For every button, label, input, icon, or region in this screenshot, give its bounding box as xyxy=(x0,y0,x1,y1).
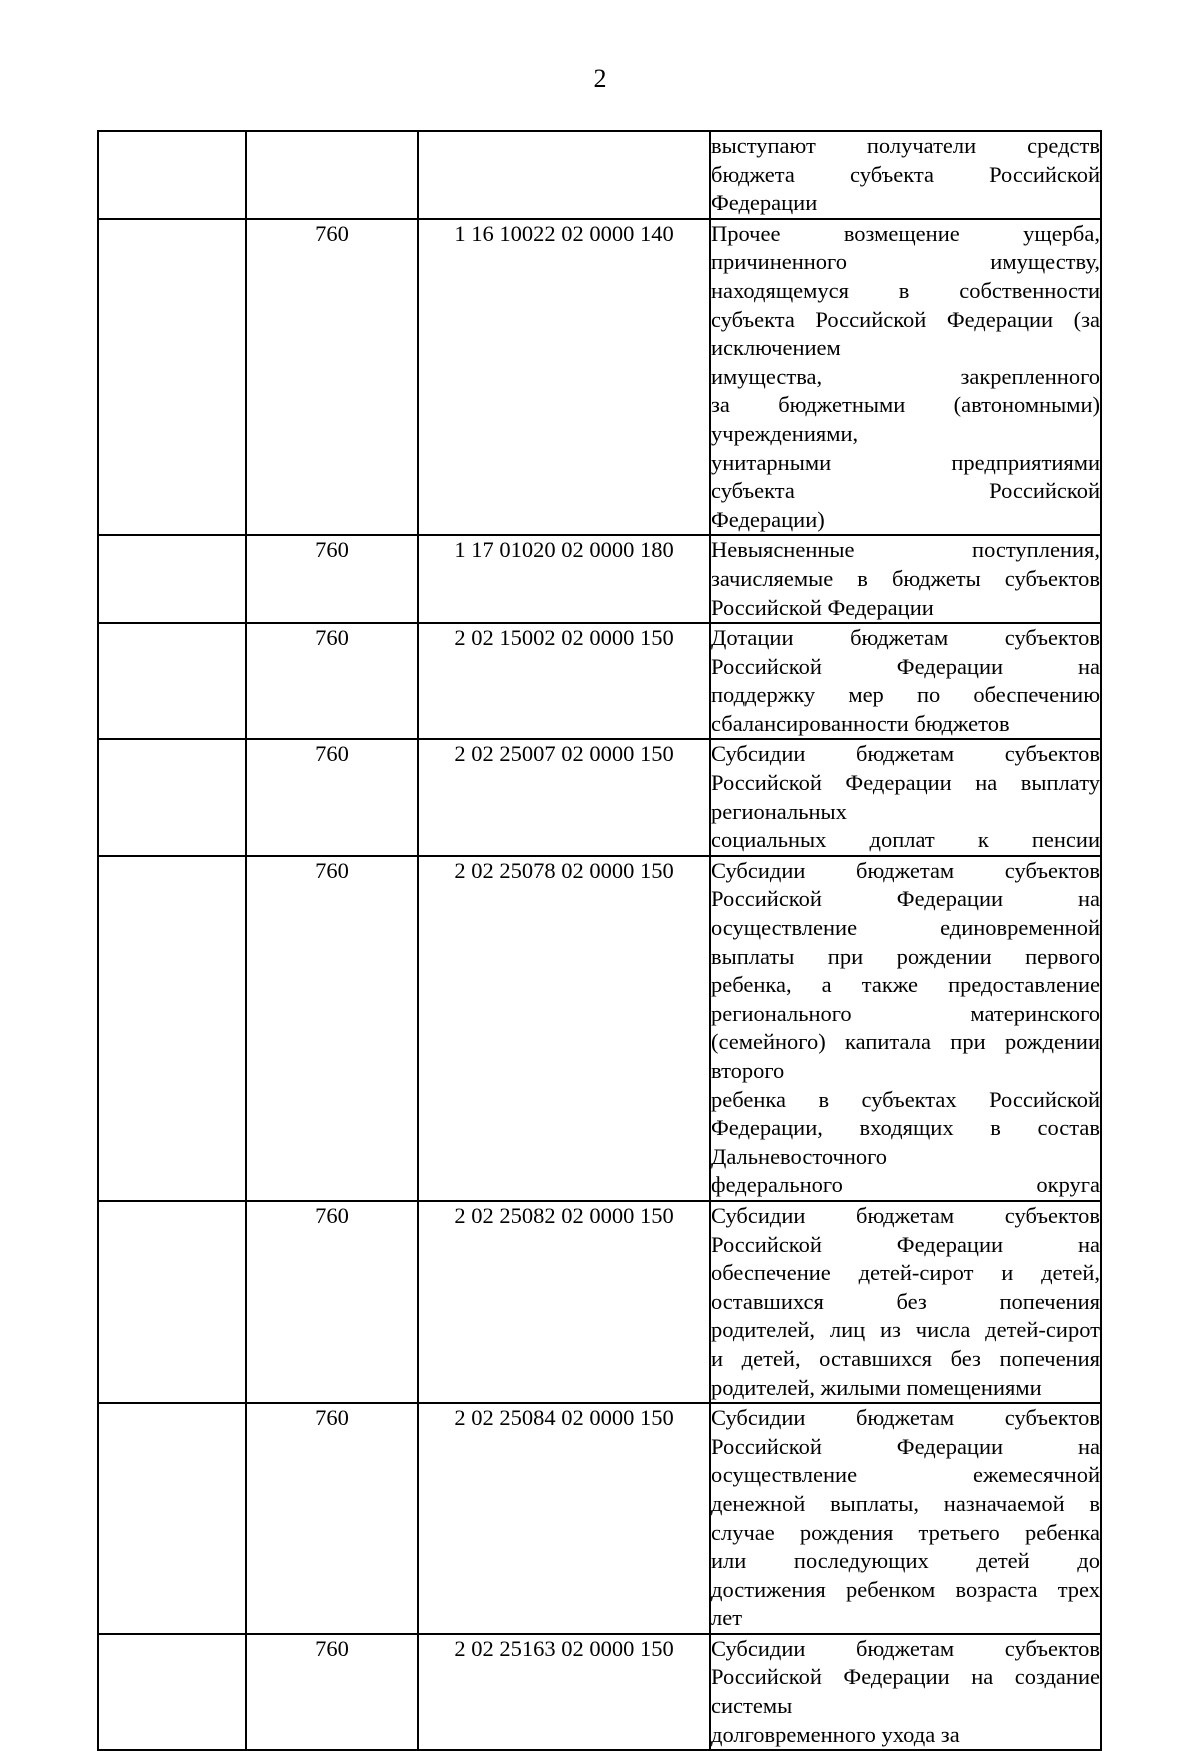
admin-code-cell: 760 xyxy=(246,219,418,536)
income-name-text: Прочее возмещение ущерба, причиненного имуществу, находящемуся в собственности субъекта Российской Федерации (за исключением имущества, закрепленного за бюджетными (автономными) учреждениями, унитарными предприятиями субъекта Российской Федерации) xyxy=(711,220,1100,532)
income-name-text: Дотации бюджетам субъектов Российской Федерации на поддержку мер по обеспечению сбалансированности бюджетов xyxy=(711,625,1100,736)
income-name-cell xyxy=(710,623,1101,739)
income-code-cell: 2 02 25007 02 0000 150 xyxy=(418,739,710,855)
income-code-cell: 2 02 25078 02 0000 150 xyxy=(418,856,710,1201)
income-name-text: выступают получатели средств бюджета субъекта Российской Федерации xyxy=(711,133,1100,216)
table-row xyxy=(98,856,1101,1201)
row-number-cell xyxy=(98,856,246,1201)
income-name-cell xyxy=(710,1403,1101,1634)
admin-code-cell: 760 xyxy=(246,1634,418,1750)
table-row xyxy=(98,535,1101,623)
table-row xyxy=(98,1403,1101,1634)
income-code-cell xyxy=(418,131,710,219)
income-code-cell: 1 16 10022 02 0000 140 xyxy=(418,219,710,536)
row-number-cell xyxy=(98,739,246,855)
income-code-cell: 2 02 25082 02 0000 150 xyxy=(418,1201,710,1403)
income-code-cell: 2 02 25163 02 0000 150 xyxy=(418,1634,710,1750)
income-name-cell xyxy=(710,1634,1101,1750)
table-row xyxy=(98,1201,1101,1403)
income-name-text: Субсидии бюджетам субъектов Российской Федерации на осуществление единовременной выплаты при рождении первого ребенка, а также предоставление регионального материнского (семейного) капитала при рождении второго ребенка в субъектах Российской Федерации, входящих в состав Дальневосточного федерального округа xyxy=(711,857,1100,1198)
table-row xyxy=(98,131,1101,219)
table-row xyxy=(98,219,1101,536)
row-number-cell xyxy=(98,219,246,536)
admin-code-cell: 760 xyxy=(246,623,418,739)
income-name-cell xyxy=(710,131,1101,219)
admin-code-cell: 760 xyxy=(246,856,418,1201)
income-code-cell: 1 17 01020 02 0000 180 xyxy=(418,535,710,623)
income-code-cell: 2 02 15002 02 0000 150 xyxy=(418,623,710,739)
income-name-cell xyxy=(710,219,1101,536)
income-name-text: Субсидии бюджетам субъектов Российской Федерации на обеспечение детей-сирот и детей, оставшихся без попечения родителей, лиц из числа детей-сирот и детей, оставшихся без попечения родителей, жилыми помещениями xyxy=(711,1202,1100,1400)
income-name-text: Субсидии бюджетам субъектов Российской Федерации на выплату региональных социальных доплат к пенсии xyxy=(711,741,1100,853)
row-number-cell xyxy=(98,1201,246,1403)
income-name-cell xyxy=(710,856,1101,1201)
admin-code-cell: 760 xyxy=(246,739,418,855)
row-number-cell xyxy=(98,623,246,739)
budget-income-table xyxy=(97,130,1102,1751)
admin-code-cell: 760 xyxy=(246,1201,418,1403)
admin-code-cell: 760 xyxy=(246,1403,418,1634)
row-number-cell xyxy=(98,1634,246,1750)
income-name-cell xyxy=(710,739,1101,855)
table-row xyxy=(98,739,1101,855)
table-row xyxy=(98,623,1101,739)
income-name-text: Субсидии бюджетам субъектов Российской Федерации на создание системы долговременного ухода за xyxy=(711,1635,1100,1747)
admin-code-cell: 760 xyxy=(246,535,418,623)
income-name-cell xyxy=(710,1201,1101,1403)
page-number: 2 xyxy=(593,64,607,93)
row-number-cell xyxy=(98,535,246,623)
income-name-cell xyxy=(710,535,1101,623)
income-name-text: Субсидии бюджетам субъектов Российской Федерации на осуществление ежемесячной денежной выплаты, назначаемой в случае рождения третьего ребенка или последующих детей до достижения ребенком возраста трех лет xyxy=(711,1405,1100,1631)
table-row xyxy=(98,1634,1101,1750)
income-code-cell: 2 02 25084 02 0000 150 xyxy=(418,1403,710,1634)
admin-code-cell xyxy=(246,131,418,219)
row-number-cell xyxy=(98,1403,246,1634)
income-name-text: Невыясненные поступления, зачисляемые в бюджеты субъектов Российской Федерации xyxy=(711,537,1100,620)
row-number-cell xyxy=(98,131,246,219)
